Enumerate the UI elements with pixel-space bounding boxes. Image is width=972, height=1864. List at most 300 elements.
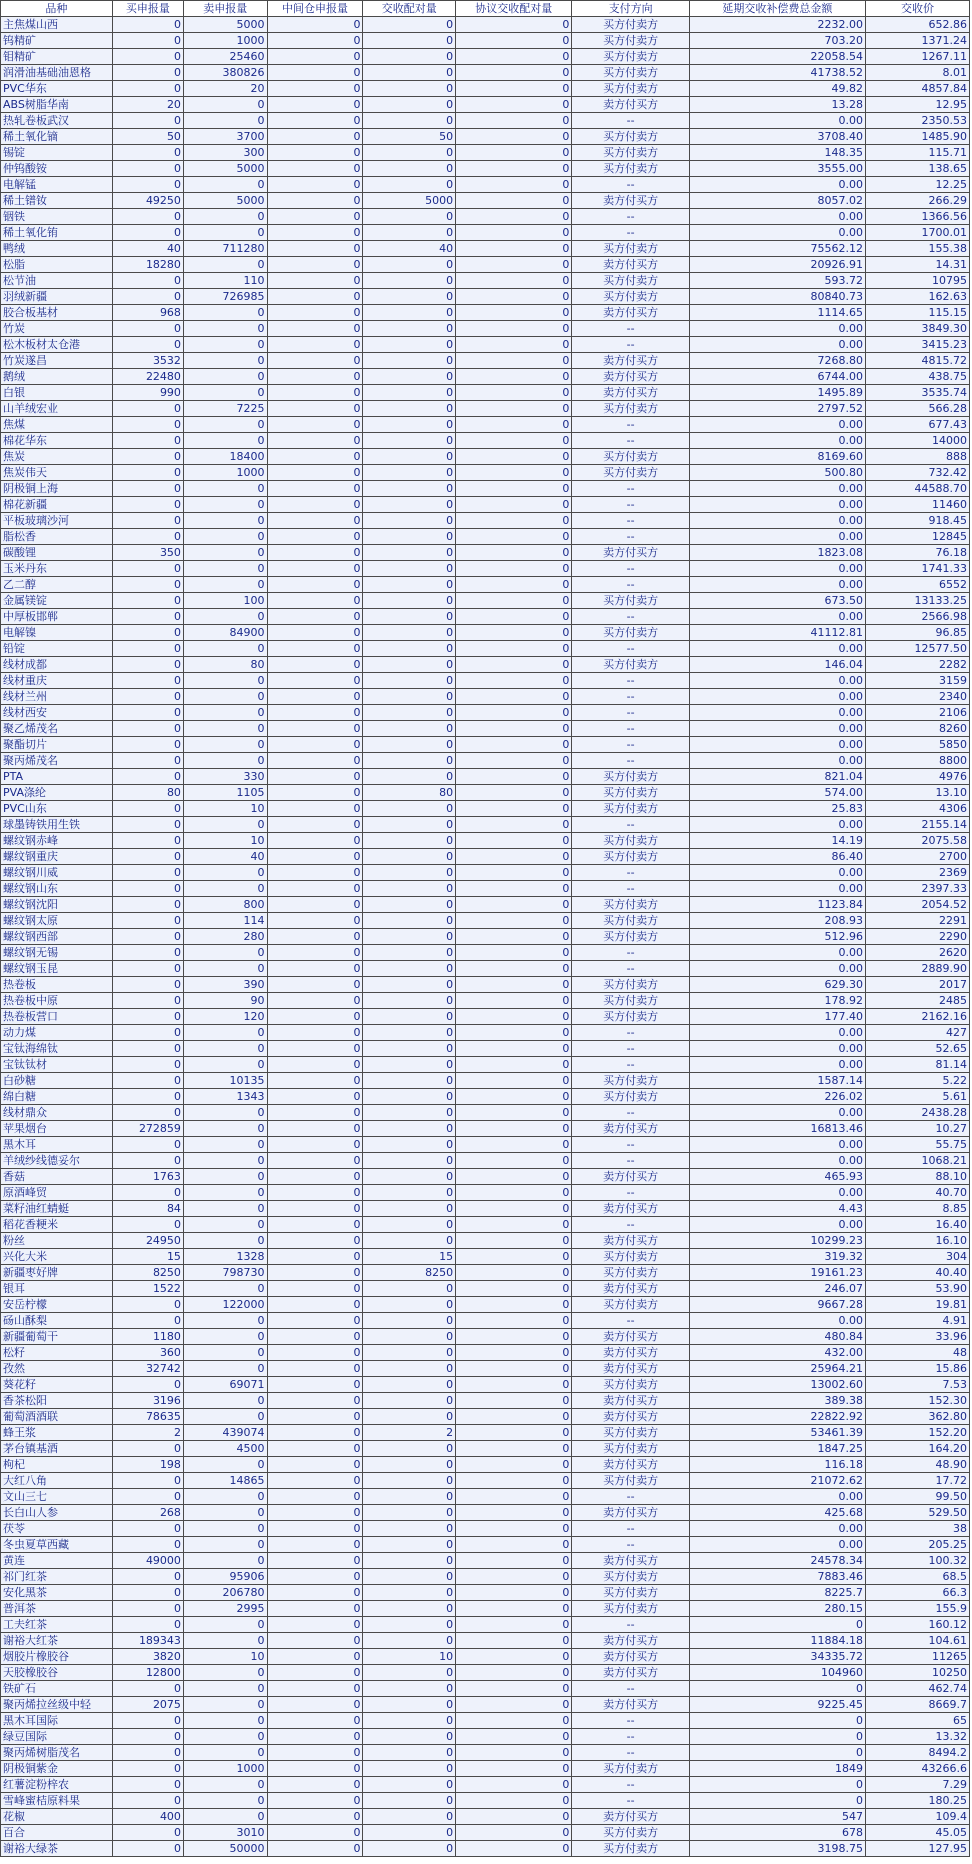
middle-warehouse-cell: 0 (267, 1105, 363, 1121)
sell-declared-cell: 0 (183, 1745, 267, 1761)
product-cell: 绵白糖 (1, 1089, 113, 1105)
sell-declared-cell: 1328 (183, 1249, 267, 1265)
table-row (1, 209, 970, 225)
product-cell: 绿豆国际 (1, 1729, 113, 1745)
agreement-match-cell: 0 (456, 881, 572, 897)
table-row (1, 497, 970, 513)
delivery-match-cell: 0 (363, 177, 456, 193)
product-cell: 钨精矿 (1, 33, 113, 49)
buy-declared-cell: 0 (112, 289, 183, 305)
sell-declared-cell: 300 (183, 145, 267, 161)
middle-warehouse-cell: 0 (267, 1137, 363, 1153)
product-cell: 山羊绒宏业 (1, 401, 113, 417)
table-row (1, 321, 970, 337)
agreement-match-cell: 0 (456, 161, 572, 177)
buy-declared-cell: 0 (112, 17, 183, 33)
sell-declared-cell: 0 (183, 177, 267, 193)
product-cell: 平板玻璃沙河 (1, 513, 113, 529)
product-cell: PVC山东 (1, 801, 113, 817)
deferred-fee-cell: 53461.39 (689, 1425, 865, 1441)
delivery-price-cell: 81.14 (866, 1057, 970, 1073)
sell-declared-cell: 0 (183, 529, 267, 545)
sell-declared-cell: 3700 (183, 129, 267, 145)
payment-direction-cell: 买方付卖方 (572, 785, 689, 801)
delivery-price-cell: 2054.52 (866, 897, 970, 913)
payment-direction-cell: -- (572, 1681, 689, 1697)
product-cell: 羊绒纱线德妥尔 (1, 1153, 113, 1169)
buy-declared-cell: 0 (112, 705, 183, 721)
sell-declared-cell: 0 (183, 257, 267, 273)
middle-warehouse-cell: 0 (267, 1313, 363, 1329)
agreement-match-cell: 0 (456, 865, 572, 881)
buy-declared-cell: 0 (112, 689, 183, 705)
agreement-match-cell: 0 (456, 97, 572, 113)
payment-direction-cell: 买方付卖方 (572, 1825, 689, 1841)
sell-declared-cell: 0 (183, 1505, 267, 1521)
deferred-fee-cell: 226.02 (689, 1089, 865, 1105)
deferred-fee-cell: 34335.72 (689, 1649, 865, 1665)
buy-declared-cell: 0 (112, 1089, 183, 1105)
table-row (1, 401, 970, 417)
delivery-match-cell: 0 (363, 721, 456, 737)
agreement-match-cell: 0 (456, 321, 572, 337)
deferred-fee-cell: 0.00 (689, 1105, 865, 1121)
agreement-match-cell: 0 (456, 737, 572, 753)
delivery-price-cell: 48 (866, 1345, 970, 1361)
deferred-fee-cell: 208.93 (689, 913, 865, 929)
sell-declared-cell: 0 (183, 497, 267, 513)
sell-declared-cell: 0 (183, 1345, 267, 1361)
agreement-match-cell: 0 (456, 1729, 572, 1745)
table-row (1, 1825, 970, 1841)
middle-warehouse-cell: 0 (267, 1185, 363, 1201)
sell-declared-cell: 0 (183, 705, 267, 721)
table-row (1, 49, 970, 65)
sell-declared-cell: 0 (183, 321, 267, 337)
middle-warehouse-cell: 0 (267, 1041, 363, 1057)
sell-declared-cell: 800 (183, 897, 267, 913)
deferred-fee-cell: 3708.40 (689, 129, 865, 145)
deferred-fee-cell: 0.00 (689, 1521, 865, 1537)
product-cell: PTA (1, 769, 113, 785)
payment-direction-cell: 卖方付买方 (572, 1457, 689, 1473)
delivery-match-cell: 0 (363, 1569, 456, 1585)
delivery-price-cell: 96.85 (866, 625, 970, 641)
payment-direction-cell: 卖方付买方 (572, 1809, 689, 1825)
product-cell: 线材成都 (1, 657, 113, 673)
delivery-price-cell: 10.27 (866, 1121, 970, 1137)
table-row (1, 81, 970, 97)
delivery-match-cell: 0 (363, 1729, 456, 1745)
agreement-match-cell: 0 (456, 1281, 572, 1297)
delivery-price-cell: 16.10 (866, 1233, 970, 1249)
delivery-price-cell: 48.90 (866, 1457, 970, 1473)
delivery-match-cell: 0 (363, 1521, 456, 1537)
deferred-fee-cell: 0.00 (689, 1137, 865, 1153)
payment-direction-cell: -- (572, 1729, 689, 1745)
column-header: 品种 (1, 1, 113, 17)
buy-declared-cell: 8250 (112, 1265, 183, 1281)
table-row (1, 1185, 970, 1201)
deferred-fee-cell: 1587.14 (689, 1073, 865, 1089)
buy-declared-cell: 189343 (112, 1633, 183, 1649)
delivery-match-cell: 0 (363, 1409, 456, 1425)
agreement-match-cell: 0 (456, 337, 572, 353)
payment-direction-cell: 买方付卖方 (572, 993, 689, 1009)
payment-direction-cell: 卖方付买方 (572, 1393, 689, 1409)
delivery-match-cell: 0 (363, 449, 456, 465)
buy-declared-cell: 0 (112, 593, 183, 609)
middle-warehouse-cell: 0 (267, 1713, 363, 1729)
agreement-match-cell: 0 (456, 145, 572, 161)
payment-direction-cell: 买方付卖方 (572, 65, 689, 81)
payment-direction-cell: 买方付卖方 (572, 1249, 689, 1265)
sell-declared-cell: 0 (183, 1537, 267, 1553)
payment-direction-cell: -- (572, 513, 689, 529)
buy-declared-cell: 49250 (112, 193, 183, 209)
delivery-price-cell: 127.95 (866, 1841, 970, 1857)
delivery-price-cell: 918.45 (866, 513, 970, 529)
deferred-fee-cell: 0.00 (689, 737, 865, 753)
buy-declared-cell: 0 (112, 209, 183, 225)
buy-declared-cell: 0 (112, 801, 183, 817)
agreement-match-cell: 0 (456, 625, 572, 641)
payment-direction-cell: -- (572, 1777, 689, 1793)
product-cell: 孜然 (1, 1361, 113, 1377)
middle-warehouse-cell: 0 (267, 1249, 363, 1265)
payment-direction-cell: 买方付卖方 (572, 465, 689, 481)
delivery-price-cell: 162.63 (866, 289, 970, 305)
delivery-price-cell: 109.4 (866, 1809, 970, 1825)
deferred-fee-cell: 13002.60 (689, 1377, 865, 1393)
delivery-price-cell: 164.20 (866, 1441, 970, 1457)
product-cell: 阴极铜紫金 (1, 1761, 113, 1777)
middle-warehouse-cell: 0 (267, 1489, 363, 1505)
middle-warehouse-cell: 0 (267, 529, 363, 545)
agreement-match-cell: 0 (456, 241, 572, 257)
product-cell: 松节油 (1, 273, 113, 289)
payment-direction-cell: 买方付卖方 (572, 625, 689, 641)
buy-declared-cell: 990 (112, 385, 183, 401)
agreement-match-cell: 0 (456, 433, 572, 449)
product-cell: 葵花籽 (1, 1377, 113, 1393)
delivery-match-cell: 0 (363, 929, 456, 945)
buy-declared-cell: 0 (112, 417, 183, 433)
table-row (1, 753, 970, 769)
delivery-match-cell: 0 (363, 737, 456, 753)
delivery-match-cell: 0 (363, 257, 456, 273)
table-row (1, 1105, 970, 1121)
deferred-fee-cell: 0.00 (689, 1185, 865, 1201)
product-cell: 热卷板 (1, 977, 113, 993)
sell-declared-cell: 0 (183, 1729, 267, 1745)
middle-warehouse-cell: 0 (267, 17, 363, 33)
product-cell: 竹炭 (1, 321, 113, 337)
buy-declared-cell: 0 (112, 481, 183, 497)
sell-declared-cell: 0 (183, 1457, 267, 1473)
product-cell: 螺纹钢沈阳 (1, 897, 113, 913)
payment-direction-cell: -- (572, 529, 689, 545)
product-cell: 苹果烟台 (1, 1121, 113, 1137)
table-row (1, 897, 970, 913)
buy-declared-cell: 0 (112, 177, 183, 193)
middle-warehouse-cell: 0 (267, 1409, 363, 1425)
deferred-fee-cell: 1847.25 (689, 1441, 865, 1457)
product-cell: 碳酸锂 (1, 545, 113, 561)
payment-direction-cell: 买方付卖方 (572, 449, 689, 465)
middle-warehouse-cell: 0 (267, 1761, 363, 1777)
middle-warehouse-cell: 0 (267, 273, 363, 289)
middle-warehouse-cell: 0 (267, 609, 363, 625)
delivery-match-cell: 0 (363, 433, 456, 449)
agreement-match-cell: 0 (456, 1073, 572, 1089)
delivery-match-cell: 0 (363, 625, 456, 641)
agreement-match-cell: 0 (456, 577, 572, 593)
delivery-match-cell: 80 (363, 785, 456, 801)
sell-declared-cell: 25460 (183, 49, 267, 65)
middle-warehouse-cell: 0 (267, 561, 363, 577)
agreement-match-cell: 0 (456, 1553, 572, 1569)
product-cell: 球墨铸铁用生铁 (1, 817, 113, 833)
delivery-match-cell: 0 (363, 689, 456, 705)
table-row (1, 657, 970, 673)
delivery-match-cell: 0 (363, 1697, 456, 1713)
product-cell: 螺纹钢无锡 (1, 945, 113, 961)
agreement-match-cell: 0 (456, 1457, 572, 1473)
delivery-price-cell: 8.85 (866, 1201, 970, 1217)
delivery-match-cell: 0 (363, 977, 456, 993)
deferred-fee-cell: 432.00 (689, 1345, 865, 1361)
delivery-match-cell: 0 (363, 1201, 456, 1217)
delivery-match-cell: 0 (363, 513, 456, 529)
table-row (1, 1345, 970, 1361)
product-cell: 仲钨酸铵 (1, 161, 113, 177)
agreement-match-cell: 0 (456, 689, 572, 705)
middle-warehouse-cell: 0 (267, 1057, 363, 1073)
buy-declared-cell: 0 (112, 1793, 183, 1809)
delivery-match-cell: 0 (363, 65, 456, 81)
delivery-price-cell: 2620 (866, 945, 970, 961)
payment-direction-cell: 卖方付买方 (572, 1201, 689, 1217)
deferred-fee-cell: 86.40 (689, 849, 865, 865)
delivery-price-cell: 3159 (866, 673, 970, 689)
delivery-price-cell: 3849.30 (866, 321, 970, 337)
column-header: 协议交收配对量 (456, 1, 572, 17)
table-row (1, 1393, 970, 1409)
delivery-price-cell: 7.29 (866, 1777, 970, 1793)
product-cell: 宝钛钛材 (1, 1057, 113, 1073)
agreement-match-cell: 0 (456, 1377, 572, 1393)
payment-direction-cell: -- (572, 481, 689, 497)
agreement-match-cell: 0 (456, 1633, 572, 1649)
payment-direction-cell: -- (572, 561, 689, 577)
middle-warehouse-cell: 0 (267, 961, 363, 977)
product-cell: 聚丙烯树脂茂名 (1, 1745, 113, 1761)
table-row (1, 129, 970, 145)
agreement-match-cell: 0 (456, 1649, 572, 1665)
table-row (1, 1281, 970, 1297)
table-row (1, 1409, 970, 1425)
product-cell: 乙二醇 (1, 577, 113, 593)
delivery-match-cell: 0 (363, 657, 456, 673)
product-cell: 工夫红茶 (1, 1617, 113, 1633)
buy-declared-cell: 272859 (112, 1121, 183, 1137)
buy-declared-cell: 0 (112, 497, 183, 513)
table-row (1, 801, 970, 817)
payment-direction-cell: -- (572, 497, 689, 513)
delivery-match-cell: 0 (363, 1809, 456, 1825)
deferred-fee-cell: 177.40 (689, 1009, 865, 1025)
product-cell: 铟铁 (1, 209, 113, 225)
deferred-fee-cell: 178.92 (689, 993, 865, 1009)
deferred-fee-cell: 80840.73 (689, 289, 865, 305)
buy-declared-cell: 0 (112, 1105, 183, 1121)
product-cell: 谢裕大红茶 (1, 1633, 113, 1649)
delivery-price-cell: 362.80 (866, 1409, 970, 1425)
table-row (1, 881, 970, 897)
delivery-price-cell: 100.32 (866, 1553, 970, 1569)
sell-declared-cell: 711280 (183, 241, 267, 257)
delivery-match-cell: 0 (363, 1233, 456, 1249)
middle-warehouse-cell: 0 (267, 497, 363, 513)
product-cell: 热卷板营口 (1, 1009, 113, 1025)
payment-direction-cell: 买方付卖方 (572, 1425, 689, 1441)
middle-warehouse-cell: 0 (267, 1377, 363, 1393)
delivery-price-cell: 1267.11 (866, 49, 970, 65)
deferred-fee-cell: 1849 (689, 1761, 865, 1777)
middle-warehouse-cell: 0 (267, 417, 363, 433)
delivery-match-cell: 15 (363, 1249, 456, 1265)
delivery-match-cell: 0 (363, 1489, 456, 1505)
deferred-fee-cell: 1495.89 (689, 385, 865, 401)
agreement-match-cell: 0 (456, 305, 572, 321)
agreement-match-cell: 0 (456, 977, 572, 993)
middle-warehouse-cell: 0 (267, 1393, 363, 1409)
product-cell: 鸭绒 (1, 241, 113, 257)
product-cell: 螺纹钢川威 (1, 865, 113, 881)
delivery-match-cell: 40 (363, 241, 456, 257)
agreement-match-cell: 0 (456, 1265, 572, 1281)
delivery-price-cell: 104.61 (866, 1633, 970, 1649)
agreement-match-cell: 0 (456, 1345, 572, 1361)
agreement-match-cell: 0 (456, 1169, 572, 1185)
sell-declared-cell: 0 (183, 337, 267, 353)
agreement-match-cell: 0 (456, 81, 572, 97)
table-row (1, 1697, 970, 1713)
delivery-match-cell: 0 (363, 113, 456, 129)
product-cell: 稀土镨钕 (1, 193, 113, 209)
sell-declared-cell: 100 (183, 593, 267, 609)
table-row (1, 705, 970, 721)
buy-declared-cell: 20 (112, 97, 183, 113)
agreement-match-cell: 0 (456, 721, 572, 737)
product-cell: 谢裕大绿茶 (1, 1841, 113, 1857)
delivery-match-cell: 0 (363, 849, 456, 865)
delivery-match-cell: 0 (363, 609, 456, 625)
deferred-fee-cell: 0.00 (689, 561, 865, 577)
delivery-match-cell: 0 (363, 1473, 456, 1489)
delivery-price-cell: 155.38 (866, 241, 970, 257)
delivery-price-cell: 43266.6 (866, 1761, 970, 1777)
agreement-match-cell: 0 (456, 369, 572, 385)
product-cell: 稀土氧化镝 (1, 129, 113, 145)
table-row (1, 465, 970, 481)
delivery-match-cell: 0 (363, 337, 456, 353)
delivery-match-cell: 0 (363, 1713, 456, 1729)
table-row (1, 369, 970, 385)
payment-direction-cell: -- (572, 945, 689, 961)
payment-direction-cell: -- (572, 865, 689, 881)
deferred-fee-cell: 821.04 (689, 769, 865, 785)
table-row (1, 177, 970, 193)
buy-declared-cell: 40 (112, 241, 183, 257)
payment-direction-cell: -- (572, 817, 689, 833)
agreement-match-cell: 0 (456, 1537, 572, 1553)
agreement-match-cell: 0 (456, 65, 572, 81)
delivery-price-cell: 155.9 (866, 1601, 970, 1617)
deferred-fee-cell: 0.00 (689, 689, 865, 705)
buy-declared-cell: 198 (112, 1457, 183, 1473)
delivery-match-cell: 0 (363, 945, 456, 961)
deferred-fee-cell: 593.72 (689, 273, 865, 289)
deferred-fee-cell: 574.00 (689, 785, 865, 801)
buy-declared-cell: 0 (112, 657, 183, 673)
agreement-match-cell: 0 (456, 1409, 572, 1425)
agreement-match-cell: 0 (456, 257, 572, 273)
table-row (1, 513, 970, 529)
sell-declared-cell: 120 (183, 1009, 267, 1025)
delivery-price-cell: 652.86 (866, 17, 970, 33)
delivery-price-cell: 2290 (866, 929, 970, 945)
buy-declared-cell: 0 (112, 65, 183, 81)
delivery-price-cell: 8494.2 (866, 1745, 970, 1761)
product-cell: 钼精矿 (1, 49, 113, 65)
buy-declared-cell: 84 (112, 1201, 183, 1217)
agreement-match-cell: 0 (456, 833, 572, 849)
payment-direction-cell: 买方付卖方 (572, 769, 689, 785)
table-row (1, 561, 970, 577)
table-row (1, 1441, 970, 1457)
buy-declared-cell: 0 (112, 1569, 183, 1585)
buy-declared-cell: 12800 (112, 1665, 183, 1681)
deferred-fee-cell: 1823.08 (689, 545, 865, 561)
product-cell: 线材重庆 (1, 673, 113, 689)
delivery-match-cell: 0 (363, 1441, 456, 1457)
table-row (1, 785, 970, 801)
delivery-price-cell: 15.86 (866, 1361, 970, 1377)
deferred-fee-cell: 0.00 (689, 881, 865, 897)
middle-warehouse-cell: 0 (267, 449, 363, 465)
middle-warehouse-cell: 0 (267, 1601, 363, 1617)
deferred-fee-cell: 1123.84 (689, 897, 865, 913)
sell-declared-cell: 280 (183, 929, 267, 945)
sell-declared-cell: 0 (183, 641, 267, 657)
sell-declared-cell: 20 (183, 81, 267, 97)
agreement-match-cell: 0 (456, 385, 572, 401)
buy-declared-cell: 1522 (112, 1281, 183, 1297)
table-row (1, 945, 970, 961)
delivery-price-cell: 888 (866, 449, 970, 465)
payment-direction-cell: 买方付卖方 (572, 17, 689, 33)
middle-warehouse-cell: 0 (267, 1281, 363, 1297)
buy-declared-cell: 78635 (112, 1409, 183, 1425)
agreement-match-cell: 0 (456, 513, 572, 529)
payment-direction-cell: 买方付卖方 (572, 33, 689, 49)
delivery-price-cell: 38 (866, 1521, 970, 1537)
deferred-fee-cell: 3555.00 (689, 161, 865, 177)
table-row (1, 1233, 970, 1249)
payment-direction-cell: -- (572, 689, 689, 705)
